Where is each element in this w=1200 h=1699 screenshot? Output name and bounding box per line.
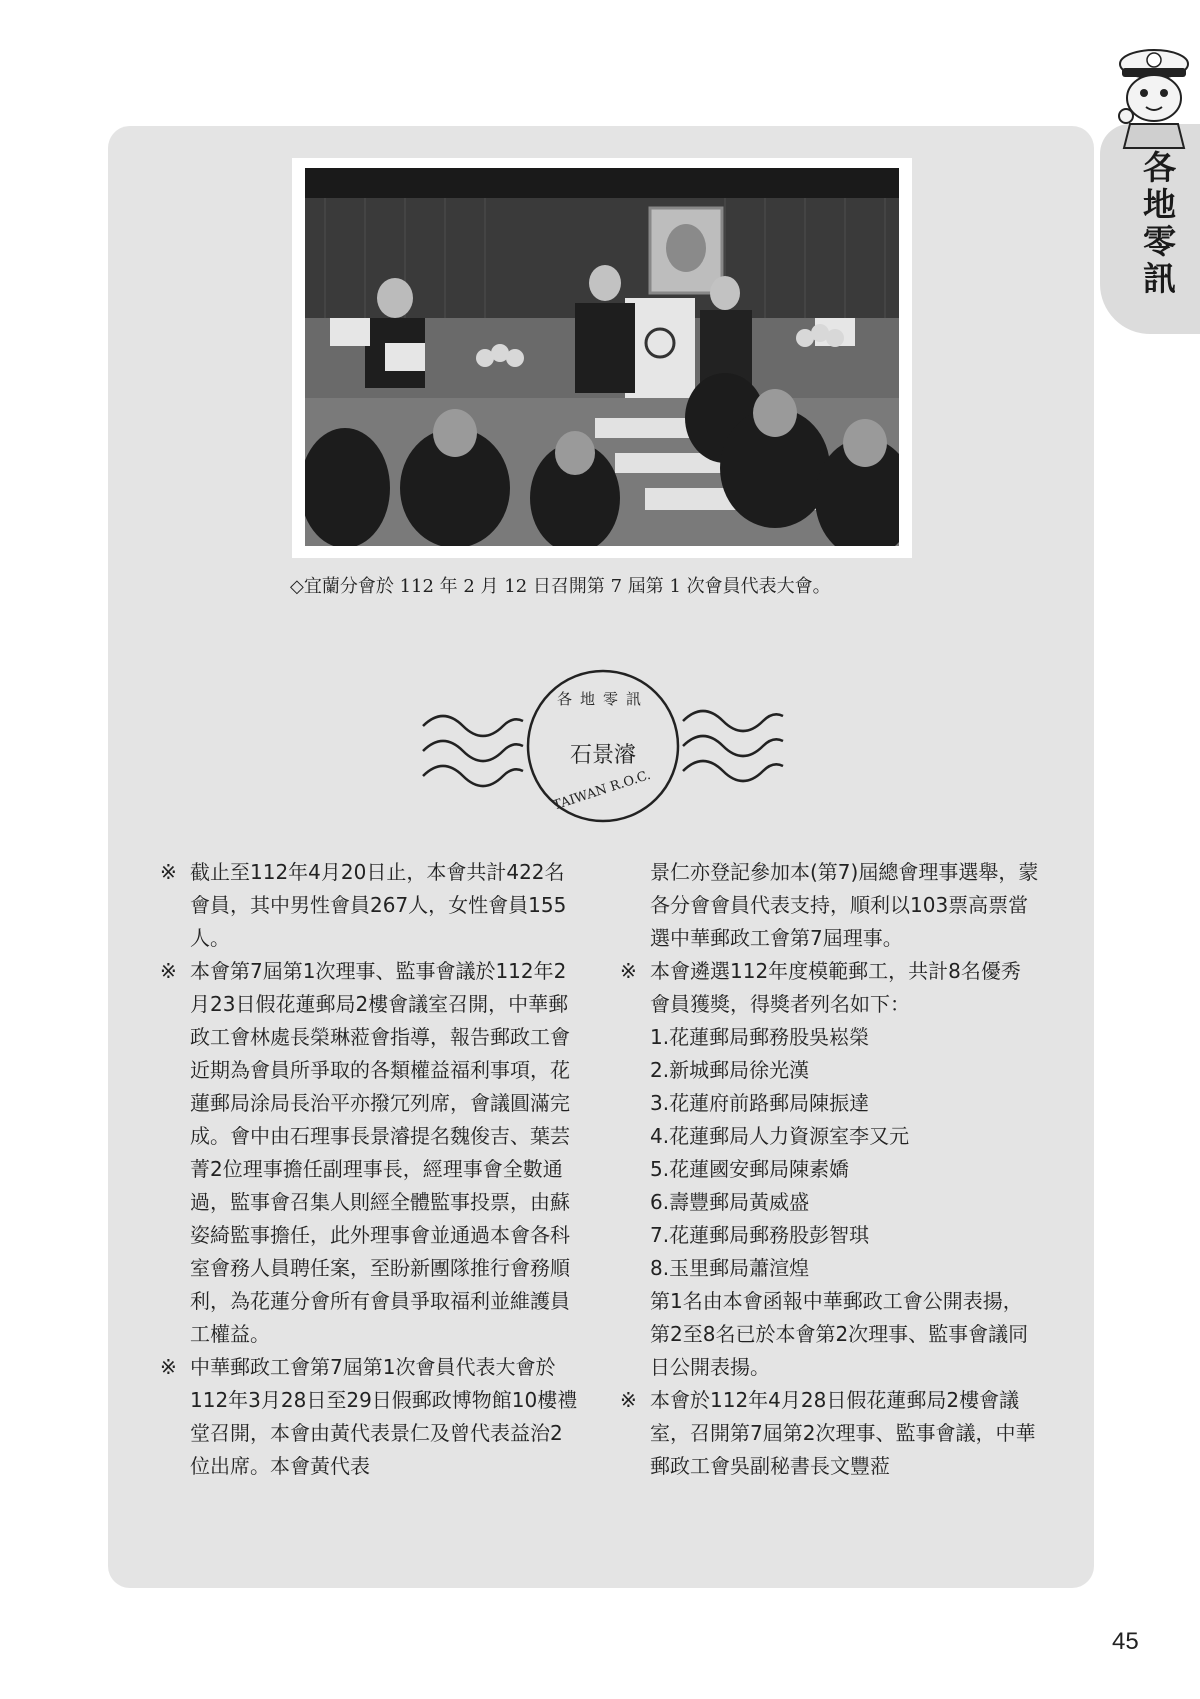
award-list-item: 3.花蓮府前路郵局陳振達 [650,1091,870,1115]
postmark-stamp [418,666,788,826]
note-text: 中華郵政工會第7屆第1次會員代表大會於112年3月28日至29日假郵政博物館10樓禮堂召開，本會由黃代表景仁及曾代表益治2位出席。本會黃代表 [190,1355,578,1478]
note-mark: ※ [160,959,177,983]
stamp-bottom-text: TAIWAN R.O.C. [551,767,653,814]
stamp-name: 石景濬 [569,743,637,768]
note-second-meeting [620,1384,1040,1483]
note-continuation: 景仁亦登記參加本(第7)屆總會理事選舉，蒙各分會會員代表支持，順利以103票高票當選中華郵政工會第7屆理事。 [650,860,1039,950]
award-list-item: 5.花蓮國安郵局陳素嬌 [650,1157,850,1181]
mascot-icon [1112,40,1196,150]
note-awards [620,955,1040,1021]
page-number: 45 [1112,1628,1139,1655]
award-list-item: 4.花蓮郵局人力資源室李又元 [650,1124,910,1148]
note-board-meeting [160,955,580,1351]
stamp-top-text: 各地零訊 [556,690,650,708]
award-list-item: 2.新城郵局徐光漢 [650,1058,810,1082]
award-list-item: 6.壽豐郵局黃威盛 [650,1190,810,1214]
left-column [160,856,580,1483]
note-text: 本會第7屆第1次理事、監事會議於112年2月23日假花蓮郵局2樓會議室召開，中華郵政工會林處長榮琳蒞會指導，報告郵政工會近期為會員所爭取的各類權益福利事項，花蓮郵局涂局長治平亦撥冗列席，會議圓滿完成。會中由石理事長景濬提名魏俊吉、葉芸菁2位理事擔任副理事長，經理事會全數通過，監事會召集人則經全體監事投票，由蘇姿綺監事擔任，此外理事會並通過本會各科室會務人員聘任案，至盼新團隊推行會務順利，為花蓮分會所有會員爭取福利並維護員工權益。 [190,959,570,1346]
note-mark: ※ [160,1355,177,1379]
photo-caption: ◇宜蘭分會於 112 年 2 月 12 日召開第 7 屆第 1 次會員代表大會。 [290,576,831,597]
note-mark: ※ [620,959,637,983]
note-mark: ※ [160,860,177,884]
award-footer: 第1名由本會函報中華郵政工會公開表揚，第2至8名已於本會第2次理事、監事會議同日公開表揚。 [650,1289,1029,1379]
note-text: 本會遴選112年度模範郵工，共計8名優秀會員獲獎，得獎者列名如下： [650,959,1021,1016]
note-representative-meeting [160,1351,580,1483]
note-mark: ※ [620,1388,637,1412]
note-membership [160,856,580,955]
award-list-item: 1.花蓮郵局郵務股吳崧榮 [650,1025,870,1049]
note-text: 本會於112年4月28日假花蓮郵局2樓會議室，召開第7屆第2次理事、監事會議，中華郵政工會吳副秘書長文豐蒞 [650,1388,1036,1478]
award-list-item: 8.玉里郵局蕭渲煌 [650,1256,810,1280]
award-list-item: 7.花蓮郵局郵務股彭智琪 [650,1223,870,1247]
meeting-photo [305,168,899,546]
note-text: 截止至112年4月20日止，本會共計422名會員，其中男性會員267人，女性會員155人。 [190,860,567,950]
right-column [620,856,1040,1483]
section-tab-label: 各地零訊 [1138,150,1177,298]
